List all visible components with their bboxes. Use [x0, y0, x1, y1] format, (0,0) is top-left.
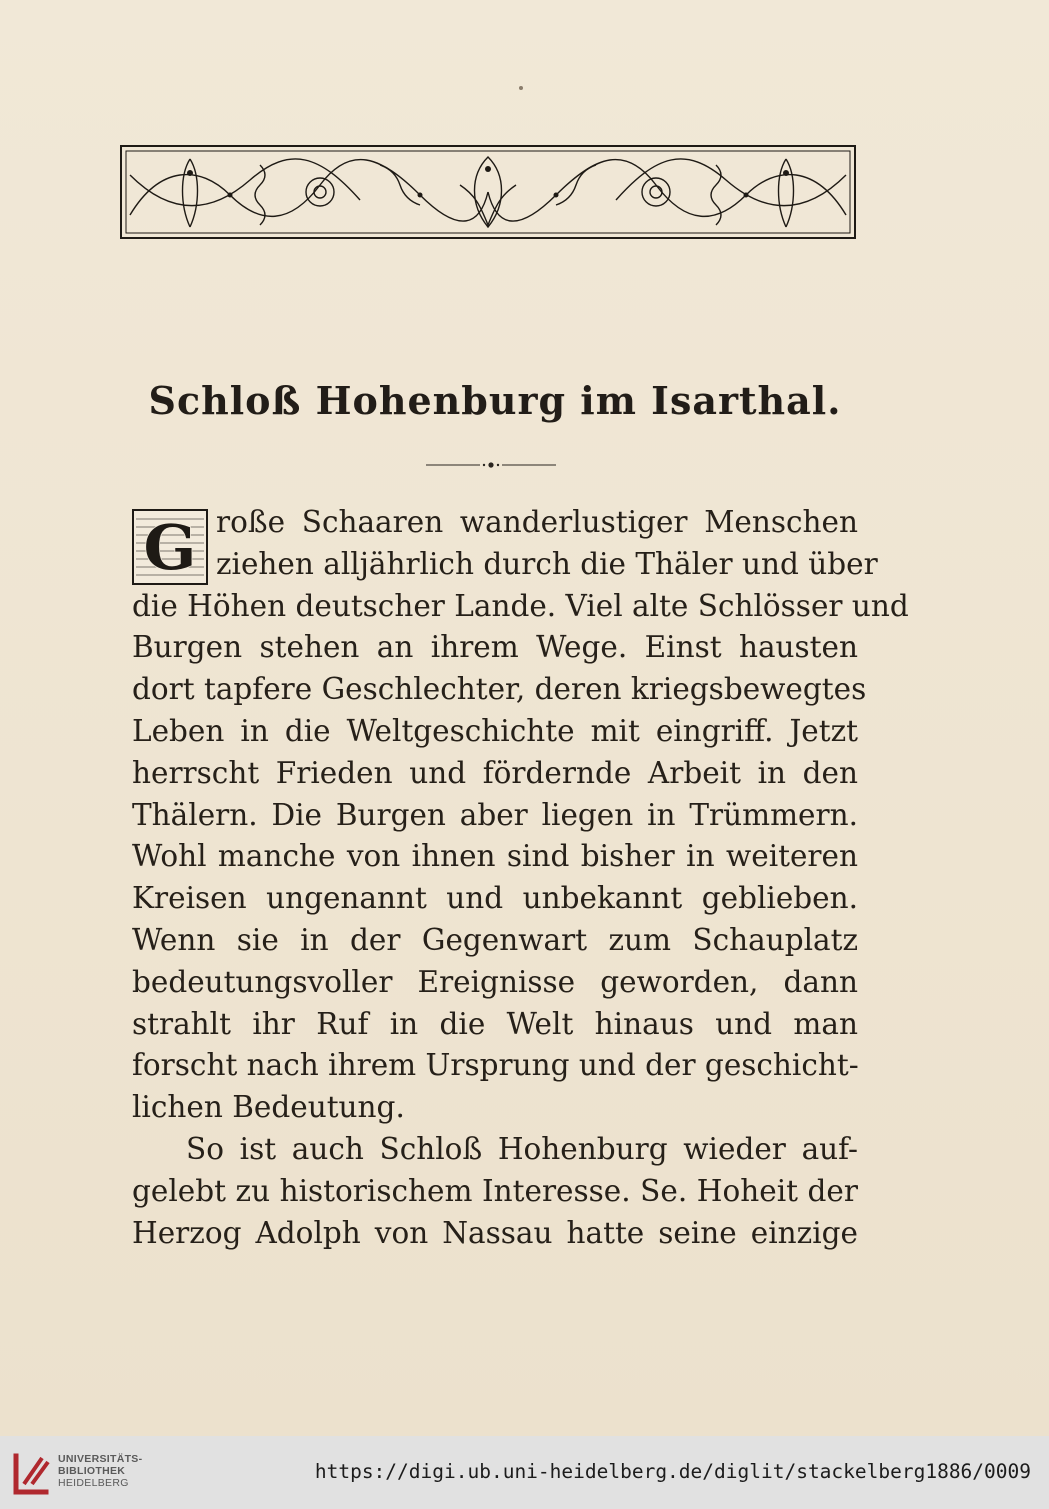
drop-cap-letter: G: [143, 511, 197, 584]
text-line: Burgen stehen an ihrem Wege. Einst hausten: [132, 630, 858, 665]
text-line: strahlt ihr Ruf in die Welt hinaus und man: [132, 1006, 858, 1041]
text-line: dort tapfere Geschlechter, deren kriegsbewegtes: [132, 672, 867, 707]
ink-speck: [519, 86, 523, 90]
text-line: gelebt zu historischem Interesse. Se. Hoheit der: [132, 1173, 858, 1208]
text-line: So ist auch Schloß Hohenburg wieder auf-: [186, 1131, 858, 1166]
library-name: [58, 1453, 142, 1489]
permalink-url[interactable]: https://digi.ub.uni-heidelberg.de/diglit/stackelberg1886/0009: [314, 1460, 1031, 1483]
text-line: Kreisen ungenannt und unbekannt geblieben.: [132, 881, 858, 916]
title-divider: [426, 462, 556, 468]
text-line: roße Schaaren wanderlustiger Menschen: [216, 505, 858, 539]
page-title: Schloß Hohenburg im Isarthal.: [148, 378, 842, 423]
text-line: Herzog Adolph von Nassau hatte seine einzige: [132, 1215, 858, 1250]
text-line: Wenn sie in der Gegenwart zum Schauplatz: [132, 922, 858, 957]
body-text: [132, 502, 909, 1254]
library-line-1: UNIVERSITÄTS-: [58, 1453, 143, 1465]
text-line: forscht nach ihrem Ursprung und der geschicht-: [132, 1048, 859, 1083]
text-line: ziehen alljährlich durch die Thäler und über: [216, 546, 878, 581]
decorative-headpiece: [120, 145, 856, 239]
text-line: Wohl manche von ihnen sind bisher in weiteren: [132, 839, 858, 874]
university-library-logo-icon: [12, 1450, 52, 1496]
text-line: Thälern. Die Burgen aber liegen in Trümmern.: [132, 797, 858, 832]
text-line: Leben in die Weltgeschichte mit eingriff. Jetzt: [132, 713, 858, 748]
text-line: die Höhen deutscher Lande. Viel alte Schlösser und: [132, 588, 909, 623]
text-line: bedeutungsvoller Ereignisse geworden, dann: [132, 964, 858, 999]
library-line-3: HEIDELBERG: [58, 1477, 129, 1489]
text-line: lichen Bedeutung.: [132, 1090, 405, 1125]
text-line: herrscht Frieden und fördernde Arbeit in den: [132, 755, 858, 790]
library-line-2: BIBLIOTHEK: [58, 1465, 126, 1477]
viewer-footer: [0, 1436, 1049, 1509]
